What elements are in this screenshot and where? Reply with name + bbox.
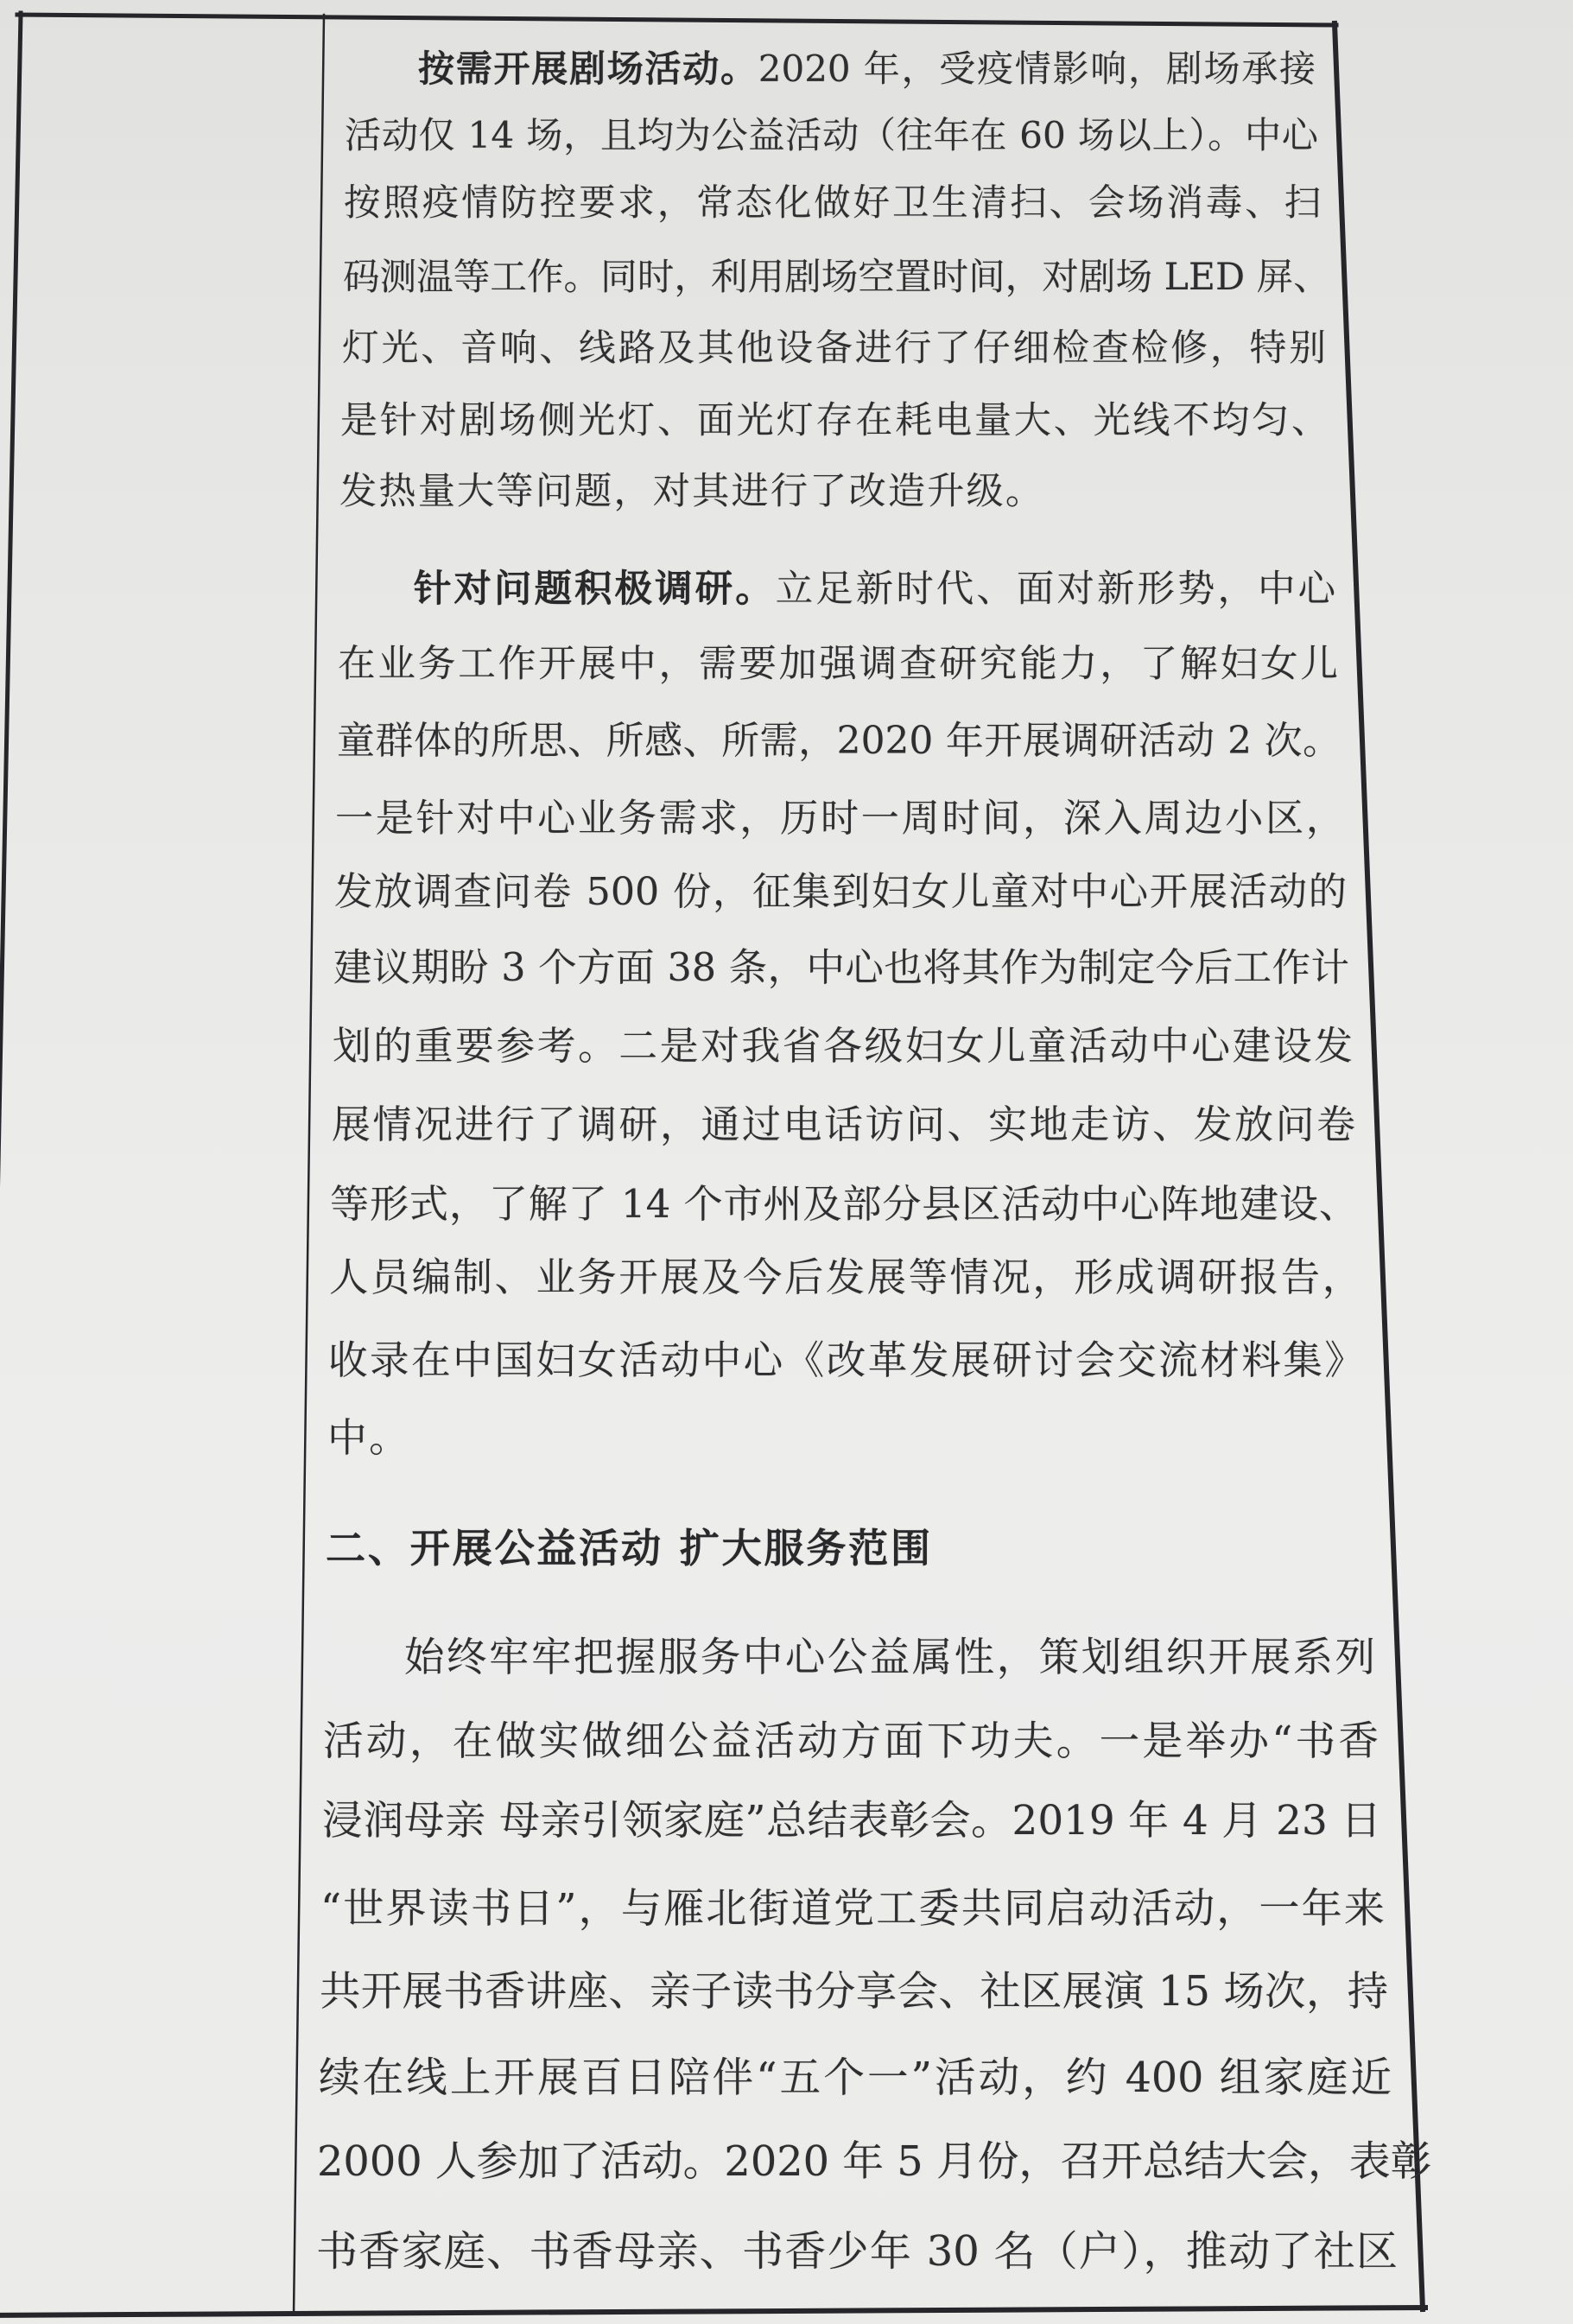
text-line: 发放调查问卷 500 份，征集到妇女儿童对中心开展活动的	[334, 870, 1347, 914]
text-line: 等形式，了解了 14 个市州及部分县区活动中心阵地建设、	[330, 1181, 1358, 1227]
text-line: 划的重要参考。二是对我省各级妇女儿童活动中心建设发	[333, 1024, 1353, 1069]
text-line: 2000 人参加了活动。2020 年 5 月份，召开总结大会，表彰	[317, 2138, 1432, 2186]
text-line-content: 2020 年，受疫情影响，剧场承接	[758, 48, 1316, 90]
text-line: 活动仅 14 场，且均为公益活动（往年在 60 场以上）。中心	[345, 114, 1318, 156]
text-line: 灯光、音响、线路及其他设备进行了仔细检查检修，特别	[342, 327, 1326, 370]
text-line: 人员编制、业务开展及今后发展等情况，形成调研报告，	[329, 1254, 1361, 1300]
text-line: 在业务工作开展中，需要加强调查研究能力，了解妇女儿	[338, 643, 1338, 686]
paragraph-lead-bold: 针对问题积极调研。	[414, 568, 776, 611]
text-line: 活动，在做实做细公益活动方面下功夫。一是举办“书香	[323, 1718, 1379, 1764]
text-line: 共开展书香讲座、亲子读书分享会、社区展演 15 场次，持	[320, 1968, 1388, 2016]
text-line: 浸润母亲 母亲引领家庭”总结表彰会。2019 年 4 月 23 日	[322, 1798, 1381, 1845]
text-line: 童群体的所思、所感、所需，2020 年开展调研活动 2 次。	[337, 719, 1341, 763]
text-line: 收录在中国妇女活动中心《改革发展研讨会交流材料集》	[328, 1337, 1364, 1383]
text-line	[414, 568, 1335, 611]
text-line: “世界读书日”，与雁北街道党工委共同启动活动，一年来	[320, 1885, 1385, 1933]
text-line-content: 立足新时代、面对新形势，中心	[775, 568, 1335, 611]
text-line: 建议期盼 3 个方面 38 条，中心也将其作为制定今后工作计	[333, 946, 1349, 990]
section-heading: 二、开展公益活动 扩大服务范围	[326, 1525, 933, 1572]
text-line: 书香家庭、书香母亲、书香少年 30 名（户），推动了社区	[316, 2227, 1398, 2276]
text-line: 始终牢牢把握服务中心公益属性，策划组织开展系列	[404, 1634, 1375, 1680]
paragraph-lead-bold: 按需开展剧场活动。	[418, 48, 758, 90]
text-line	[418, 48, 1316, 90]
text-line: 续在线上开展百日陪伴“五个一”活动，约 400 组家庭近	[319, 2054, 1392, 2102]
text-line-last: 中。	[327, 1414, 411, 1461]
text-line: 一是针对中心业务需求，历时一周时间，深入周边小区，	[335, 797, 1344, 841]
text-line: 码测温等工作。同时，利用剧场空置时间，对剧场 LED 屏、	[343, 256, 1330, 299]
text-line: 按照疫情防控要求，常态化做好卫生清扫、会场消毒、扫	[344, 181, 1321, 224]
text-line: 展情况进行了调研，通过电话访问、实地走访、发放问卷	[332, 1102, 1355, 1147]
text-line: 是针对剧场侧光灯、面光灯存在耗电量大、光线不均匀、	[340, 399, 1329, 442]
text-line-last: 发热量大等问题，对其进行了改造升级。	[339, 470, 1045, 513]
